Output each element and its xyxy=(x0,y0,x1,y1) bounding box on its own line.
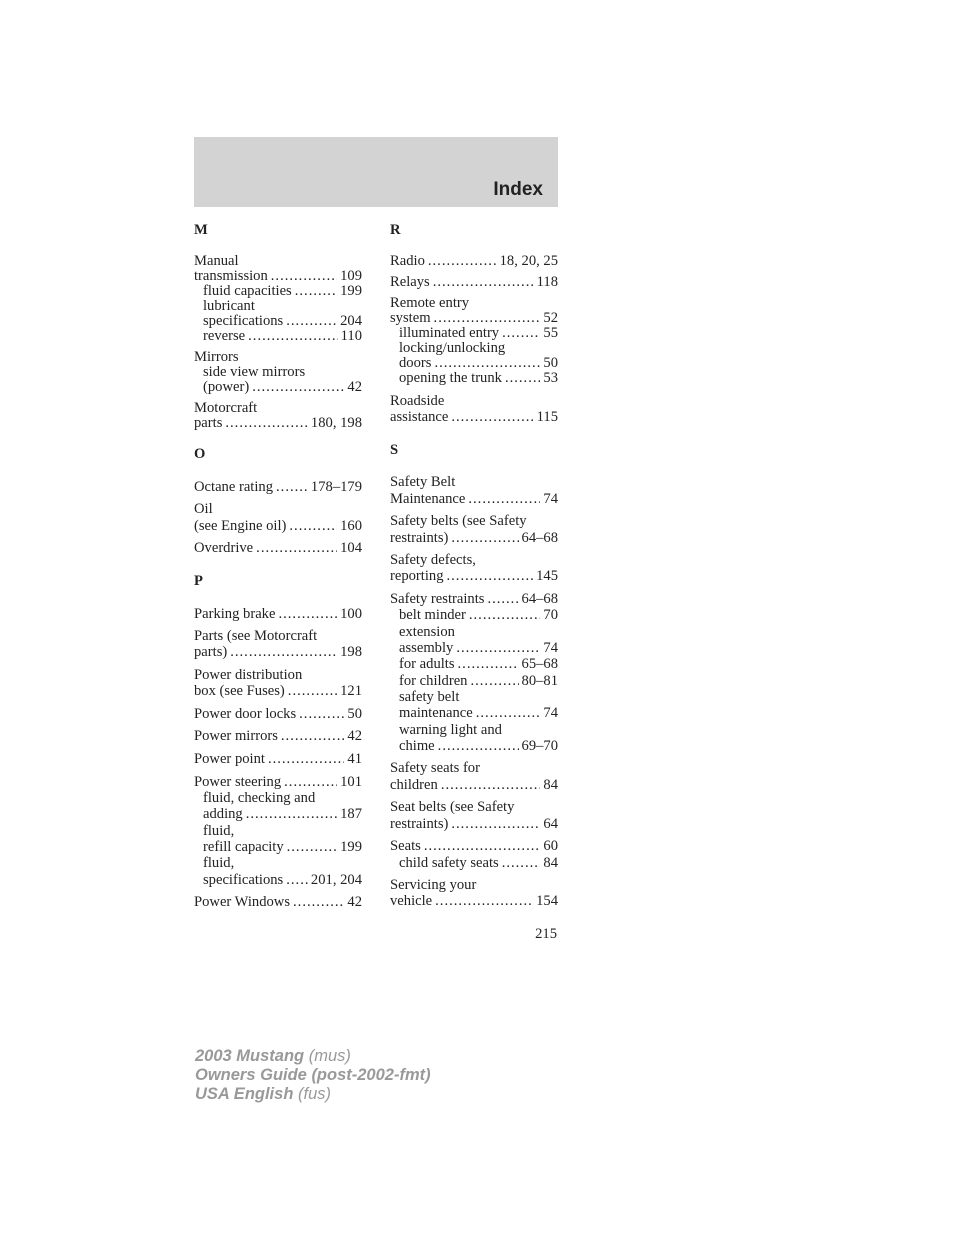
entry-roadside: Roadside xyxy=(390,393,445,409)
letter-m: M xyxy=(194,222,208,238)
footer-line-3: USA English (fus) xyxy=(195,1085,331,1103)
entry-maintenance-2: maintenance ..... 74 xyxy=(399,705,558,722)
entry-manual: Manual xyxy=(194,253,239,269)
entry-see-engine-oil: (see Engine oil) ..... 160 xyxy=(194,518,362,535)
entry-reverse: reverse ..... 110 xyxy=(203,328,362,345)
entry-seats: Seats ..... 60 xyxy=(390,838,558,855)
entry-assembly: assembly ..... 74 xyxy=(399,640,558,657)
entry-seat-belts-see: Seat belts (see Safety xyxy=(390,799,515,815)
entry-children: children ..... 84 xyxy=(390,777,558,794)
entry-oil: Oil xyxy=(194,501,213,517)
entry-side-view-mirrors: side view mirrors xyxy=(203,364,306,380)
entry-belt-minder: belt minder ..... 70 xyxy=(399,607,558,624)
entry-relays: Relays ..... 118 xyxy=(390,274,558,291)
entry-remote-entry: Remote entry xyxy=(390,295,470,311)
entry-doors: doors ..... 50 xyxy=(399,355,558,372)
entry-power-distribution: Power distribution xyxy=(194,667,303,683)
entry-power-door-locks: Power door locks ..... 50 xyxy=(194,706,362,723)
entry-maintenance: Maintenance ..... 74 xyxy=(390,491,558,508)
entry-power-paren: (power) ..... 42 xyxy=(203,379,362,396)
letter-r: R xyxy=(390,222,401,238)
entry-power-point: Power point ..... 41 xyxy=(194,751,362,768)
entry-safety-seats-for: Safety seats for xyxy=(390,760,480,776)
entry-refill-capacity: refill capacity ..... 199 xyxy=(203,839,362,856)
entry-extension: extension xyxy=(399,624,455,640)
entry-locking-unlocking: locking/unlocking xyxy=(399,340,506,356)
entry-motorcraft: Motorcraft xyxy=(194,400,258,416)
letter-o: O xyxy=(194,446,206,462)
letter-p: P xyxy=(194,573,203,589)
entry-adding: adding ..... 187 xyxy=(203,806,362,823)
entry-fluid-specifications: specifications ..... 201, 204 xyxy=(203,872,362,889)
letter-s: S xyxy=(390,442,399,458)
entry-for-adults: for adults ..... 65–68 xyxy=(399,656,558,673)
entry-overdrive: Overdrive ..... 104 xyxy=(194,540,362,557)
entry-power-windows: Power Windows ..... 42 xyxy=(194,894,362,911)
entry-restraints-1: restraints) ..... 64–68 xyxy=(390,530,558,547)
entry-for-children: for children ..... 80–81 xyxy=(399,673,558,690)
entry-assistance: assistance ..... 115 xyxy=(390,409,558,426)
page-title: Index xyxy=(493,179,543,200)
footer-line-1: 2003 Mustang (mus) xyxy=(195,1047,351,1065)
entry-mirrors: Mirrors xyxy=(194,349,239,365)
entry-power-mirrors: Power mirrors ..... 42 xyxy=(194,728,362,745)
entry-power-steering: Power steering ..... 101 xyxy=(194,774,362,791)
entry-child-safety-seats: child safety seats ..... 84 xyxy=(399,855,558,872)
entry-safety-belt-2: safety belt xyxy=(399,689,460,705)
entry-vehicle: vehicle ..... 154 xyxy=(390,893,558,910)
entry-parking-brake: Parking brake ..... 100 xyxy=(194,606,362,623)
entry-fluid-2: fluid, xyxy=(203,855,235,871)
entry-safety-belts-see: Safety belts (see Safety xyxy=(390,513,527,529)
page-number: 215 xyxy=(535,926,557,942)
entry-warning-light: warning light and xyxy=(399,722,502,738)
entry-reporting: reporting ..... 145 xyxy=(390,568,558,585)
entry-safety-belt: Safety Belt xyxy=(390,474,456,490)
entry-fluid-capacities: fluid capacities ..... 199 xyxy=(203,283,362,300)
footer xyxy=(195,1047,431,1104)
entry-parts-close: parts) ..... 198 xyxy=(194,644,362,661)
entry-servicing-your: Servicing your xyxy=(390,877,477,893)
entry-opening-the-trunk: opening the trunk ..... 53 xyxy=(399,370,558,387)
footer-line-2: Owners Guide (post-2002-fmt) xyxy=(195,1066,431,1084)
entry-parts-see: Parts (see Motorcraft xyxy=(194,628,318,644)
entry-safety-restraints: Safety restraints ..... 64–68 xyxy=(390,591,558,608)
entry-octane-rating: Octane rating ..... 178–179 xyxy=(194,479,362,496)
entry-restraints-2: restraints) ..... 64 xyxy=(390,816,558,833)
entry-fluid-1: fluid, xyxy=(203,823,235,839)
entry-lubricant: lubricant xyxy=(203,298,255,314)
entry-box-see-fuses: box (see Fuses) ..... 121 xyxy=(194,683,362,700)
entry-radio: Radio ..... 18, 20, 25 xyxy=(390,253,558,270)
entry-illuminated-entry: illuminated entry ..... 55 xyxy=(399,325,558,342)
entry-chime: chime ..... 69–70 xyxy=(399,738,558,755)
entry-fluid-checking: fluid, checking and xyxy=(203,790,316,806)
entry-safety-defects: Safety defects, xyxy=(390,552,476,568)
entry-transmission: transmission ..... 109 xyxy=(194,268,362,285)
entry-system: system ..... 52 xyxy=(390,310,558,327)
entry-specifications: specifications ..... 204 xyxy=(203,313,362,330)
entry-parts: parts ..... 180, 198 xyxy=(194,415,362,432)
